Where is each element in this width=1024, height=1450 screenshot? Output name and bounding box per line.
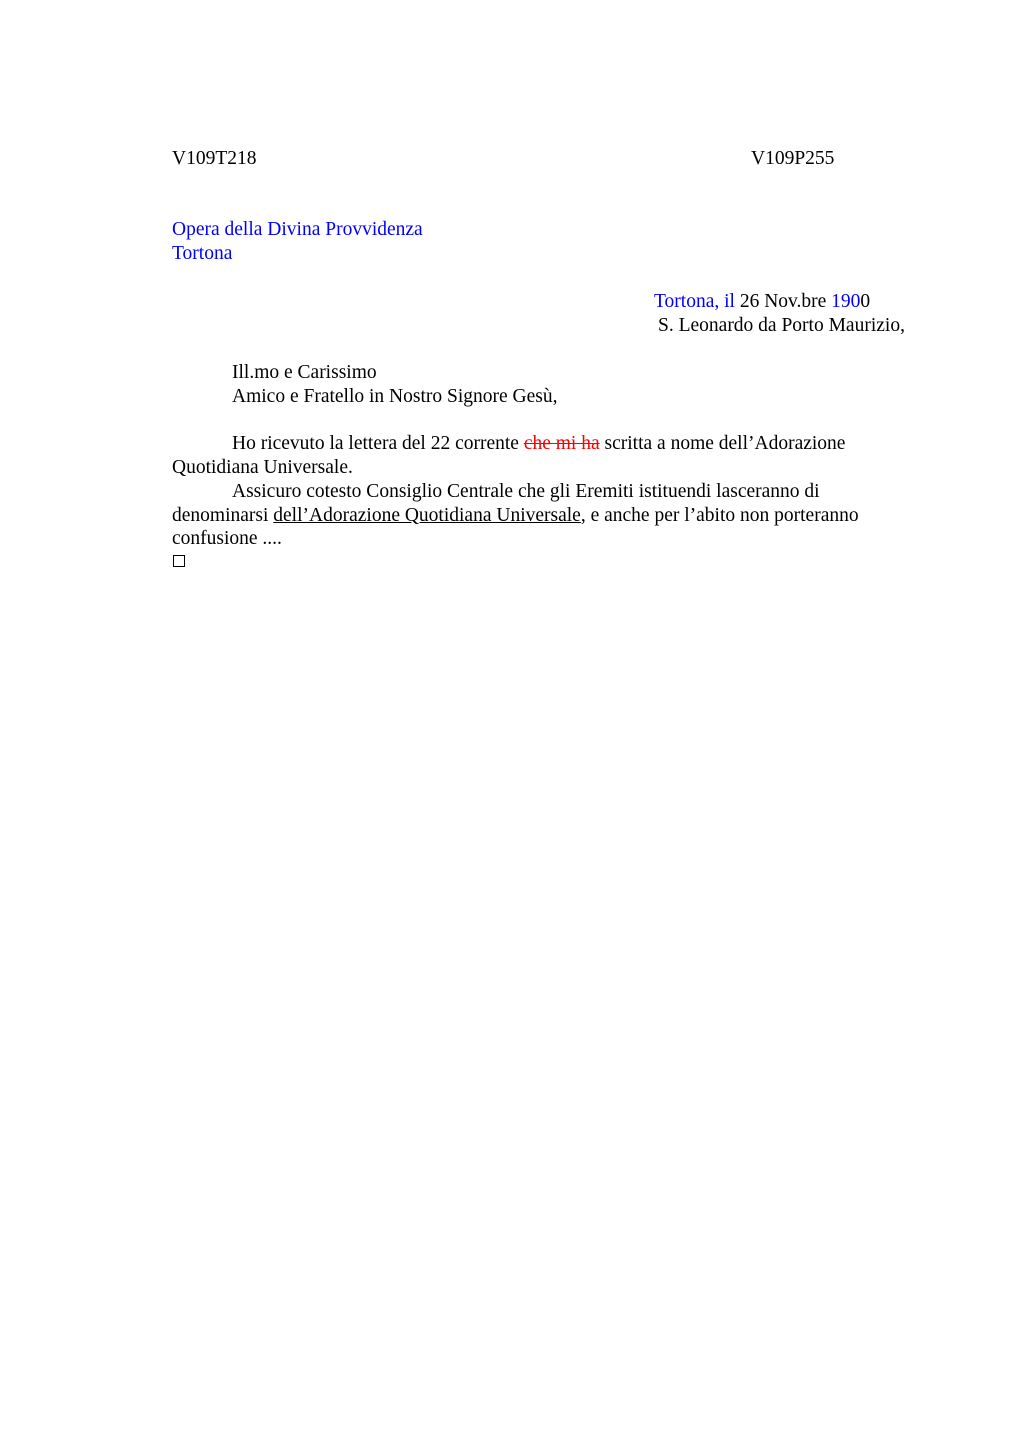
dateline-year-printed: 190	[831, 291, 861, 312]
letterhead-organization: Opera della Divina Provvidenza	[172, 219, 423, 240]
dateline-year-handwritten: 0	[860, 291, 871, 312]
p2-text-after: , e anche per l’abito non porteranno confusione ....	[172, 504, 859, 550]
dateline-date: 26 Nov.bre	[734, 291, 832, 312]
dateline-place: Tortona, il	[654, 291, 735, 312]
document-code-right: V109P255	[751, 148, 835, 169]
p1-text-before: Ho ricevuto la lettera del 22 corrente	[232, 433, 524, 454]
salutation-line-2: Amico e Fratello in Nostro Signore Gesù,	[232, 386, 558, 407]
document-code-left: V109T218	[172, 148, 257, 169]
body-paragraph-1	[172, 432, 912, 479]
checkbox-square-icon	[173, 555, 185, 567]
p1-deleted-text: che mi ha	[523, 433, 600, 454]
p2-text-before: Assicuro cotesto Consiglio Centrale che gli Eremiti istituendi lasceranno di denominarsi	[172, 481, 820, 526]
p1-text-after: scritta a nome dell’Adorazione Quotidiana Universale.	[172, 433, 846, 478]
p2-underlined-text: dell’Adorazione Quotidiana Universale	[273, 504, 581, 526]
dateline-saint-day: S. Leonardo da Porto Maurizio,	[658, 315, 905, 336]
body-paragraph-2	[172, 480, 912, 551]
letterhead-city: Tortona	[172, 243, 233, 264]
dateline	[654, 290, 870, 314]
salutation-line-1: Ill.mo e Carissimo	[232, 362, 377, 383]
